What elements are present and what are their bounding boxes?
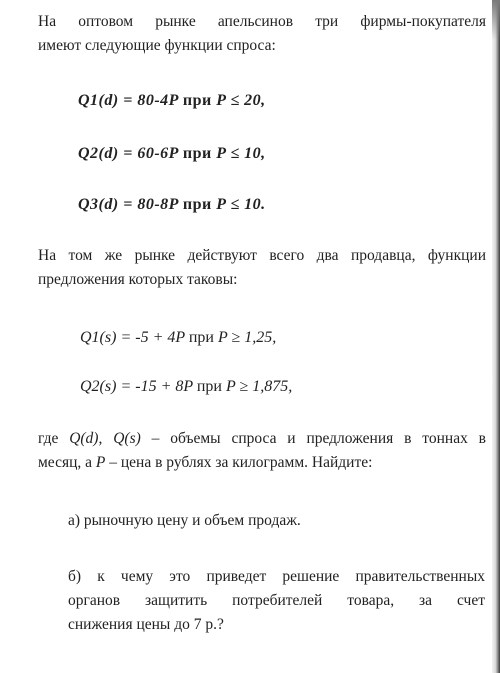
definition-rest-1: – объемы спроса и предложения в тоннах в (140, 430, 486, 447)
definition-comma: , (98, 430, 114, 447)
question-b-line-2: органов защитить потребителей товара, за счет (68, 592, 485, 609)
definition-paragraph (38, 431, 486, 479)
sellers-line-1: На том же рынке действуют всего два продавца, функции (38, 247, 486, 264)
demand-formula-3-pri: при (182, 196, 212, 213)
demand-formula-2-lhs: Q2(d) = 60-6P (78, 145, 183, 162)
definition-pre: где (38, 430, 70, 447)
page-corner-shadow (492, 0, 500, 40)
supply-formula-2-pri: при (196, 378, 222, 395)
definition-line-1 (38, 431, 486, 455)
supply-formula-2-lhs: Q2(s) = -15 + 8P (80, 378, 197, 395)
supply-formula-1-cond: P ≥ 1,25, (213, 329, 277, 346)
supply-formula-1-lhs: Q1(s) = -5 + 4P (80, 329, 189, 346)
demand-formula-1-pri: при (182, 92, 212, 109)
demand-formula-3-cond: P ≤ 10. (211, 196, 266, 213)
definition-qs: Q(s) (113, 430, 141, 447)
question-b-line-1: б) к чему это приведет решение правительственных (68, 568, 485, 585)
question-b (68, 568, 485, 640)
demand-formula-2-cond: P ≤ 10, (211, 145, 266, 162)
supply-formula-2 (80, 378, 292, 396)
demand-formula-2-pri: при (182, 145, 212, 162)
definition-p: P (95, 454, 106, 471)
demand-formula-2 (78, 145, 266, 163)
intro-line-1: На оптовом рынке апельсинов три фирмы-покупателя (38, 13, 486, 30)
supply-formula-1 (80, 329, 276, 347)
intro-paragraph (38, 14, 486, 62)
question-a: а) рыночную цену и объем продаж. (68, 512, 301, 529)
question-b-line-3: снижения цены до 7 р.? (68, 616, 224, 633)
definition-line-2 (38, 455, 486, 479)
demand-formula-1-cond: P ≤ 20, (211, 92, 266, 109)
definition-qd: Q(d) (69, 430, 99, 447)
supply-formula-1-pri: при (188, 329, 214, 346)
demand-formula-3-lhs: Q3(d) = 80-8P (78, 196, 183, 213)
demand-formula-1 (78, 92, 266, 110)
page-edge-shadow (492, 0, 500, 673)
sellers-paragraph (38, 248, 486, 296)
demand-formula-3 (78, 196, 266, 214)
definition-line-2-pre: месяц, а (38, 454, 96, 471)
demand-formula-1-lhs: Q1(d) = 80-4P (78, 92, 183, 109)
supply-formula-2-cond: P ≥ 1,875, (221, 378, 293, 395)
definition-line-2-rest: – цена в рублях за килограмм. Найдите: (105, 454, 373, 471)
intro-line-2: имеют следующие функции спроса: (38, 37, 276, 54)
sellers-line-2: предложения которых таковы: (38, 271, 238, 288)
